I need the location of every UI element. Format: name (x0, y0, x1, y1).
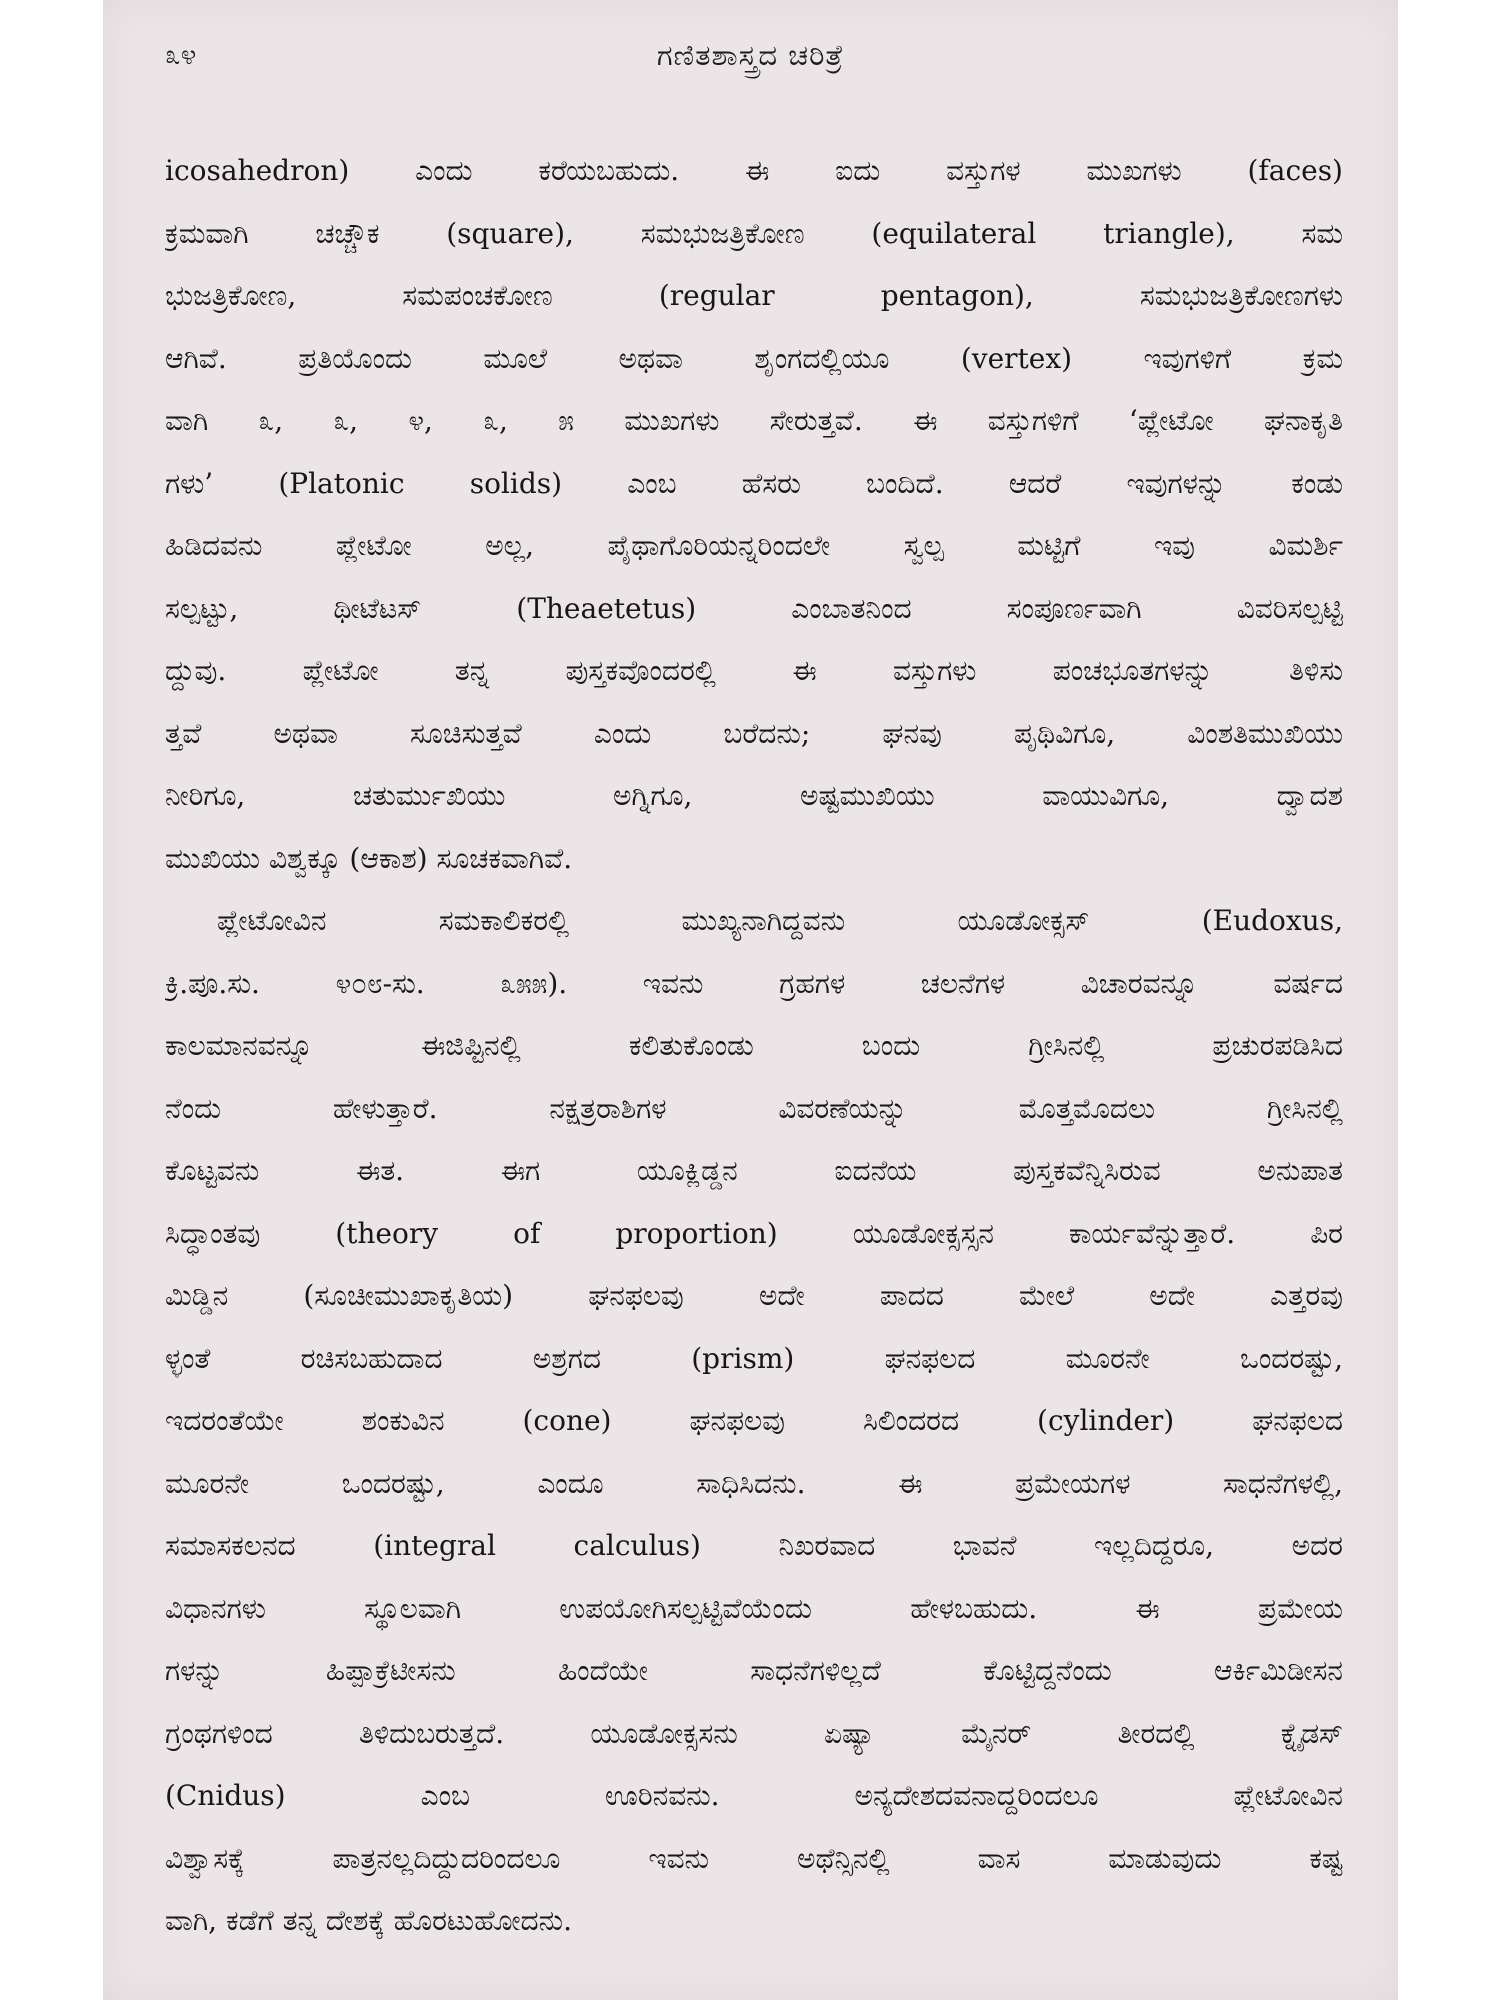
text-line: ಆಗಿವೆ. ಪ್ರತಿಯೊಂದು ಮೂಲೆ ಅಥವಾ ಶೃಂಗದಲ್ಲಿಯೂ (vertex) ಇವುಗಳಿಗೆ ಕ್ರಮ (165, 341, 1343, 375)
text-line: ಹಿಡಿದವನು ಪ್ಲೇಟೋ ಅಲ್ಲ, ಪೈಥಾಗೊರಿಯನ್ನರಿಂದಲೇ ಸ್ವಲ್ಪ ಮಟ್ಟಿಗೆ ಇವು ವಿಮರ್ಶಿ (165, 529, 1343, 562)
text-line: ಗಳನ್ನು ಹಿಪ್ಪಾಕ್ರೆಟೀಸನು ಹಿಂದೆಯೇ ಸಾಧನೆಗಳಿಲ್ಲದೆ ಕೊಟ್ಟಿದ್ದನೆಂದು ಆರ್ಕಿಮಿಡೀಸನ (165, 1654, 1343, 1687)
running-head (103, 38, 1398, 88)
text-line: ಇದರಂತೆಯೇ ಶಂಕುವಿನ (cone) ಘನಫಲವು ಸಿಲಿಂದರದ (cylinder) ಘನಫಲದ (165, 1404, 1343, 1437)
text-line: icosahedron) ಎಂದು ಕರೆಯಬಹುದು. ಈ ಐದು ವಸ್ತುಗಳ ಮುಖಗಳು (faces) (165, 154, 1343, 187)
text-line: (Cnidus) ಎಂಬ ಊರಿನವನು. ಅನ್ಯದೇಶದವನಾದ್ದರಿಂದಲೂ ಪ್ಲೇಟೋವಿನ (165, 1779, 1343, 1812)
text-line: ಸಿದ್ಧಾಂತವು (theory of proportion) ಯೂಡೋಕ್ಸಸ್ಸನ ಕಾರ್ಯವೆನ್ನುತ್ತಾರೆ. ಪಿರ (165, 1216, 1343, 1250)
text-line: ಕ್ರಿ.ಪೂ.ಸು. ೪೦೮-ಸು. ೩೫೫). ಇವನು ಗ್ರಹಗಳ ಚಲನೆಗಳ ವಿಚಾರವನ್ನೂ ವರ್ಷದ (165, 966, 1343, 1000)
text-line: ದ್ದುವು. ಪ್ಲೇಟೋ ತನ್ನ ಪುಸ್ತಕವೊಂದರಲ್ಲಿ ಈ ವಸ್ತುಗಳು ಪಂಚಭೂತಗಳನ್ನು ತಿಳಿಸು (165, 654, 1343, 687)
text-line: ವಿಧಾನಗಳು ಸ್ಥೂಲವಾಗಿ ಉಪಯೋಗಿಸಲ್ಪಟ್ಟಿವೆಯೆಂದು ಹೇಳಬಹುದು. ಈ ಪ್ರಮೇಯ (165, 1591, 1343, 1625)
text-line: ಸಲ್ಪಟ್ಟು, ಥೀಟೆಟಸ್ (Theaetetus) ಎಂಬಾತನಿಂದ ಸಂಪೂರ್ಣವಾಗಿ ವಿವರಿಸಲ್ಪಟ್ಟಿ (165, 591, 1343, 625)
text-line: ಳ್ಳಂತೆ ರಚಿಸಬಹುದಾದ ಅಶ್ರಗದ (prism) ಘನಫಲದ ಮೂರನೇ ಒಂದರಷ್ಟು, (165, 1341, 1343, 1375)
text-line: ಮಿಡ್ಡಿನ (ಸೂಚೀಮುಖಾಕೃತಿಯ) ಘನಫಲವು ಅದೇ ಪಾದದ ಮೇಲೆ ಅದೇ ಎತ್ತರವು (165, 1279, 1343, 1312)
text-line: ಗ್ರಂಥಗಳಿಂದ ತಿಳಿದುಬರುತ್ತದೆ. ಯೂಡೋಕ್ಸಸನು ಏಷ್ಯಾ ಮೈನರ್ ತೀರದಲ್ಲಿ ಕ್ನೈಡಸ್ (165, 1716, 1343, 1750)
book-page (103, 0, 1398, 2000)
text-line: ನೀರಿಗೂ, ಚತುರ್ಮುಖಿಯು ಅಗ್ನಿಗೂ, ಅಷ್ಟಮುಖಿಯು ವಾಯುವಿಗೂ, ದ್ವಾದಶ (165, 779, 1343, 812)
paragraph-start-line: ಪ್ಲೇಟೋವಿನ ಸಮಕಾಲಿಕರಲ್ಲಿ ಮುಖ್ಯನಾಗಿದ್ದವನು ಯೂಡೋಕ್ಸಸ್ (Eudoxus, (217, 904, 1343, 937)
text-line: ತ್ತವೆ ಅಥವಾ ಸೂಚಿಸುತ್ತವೆ ಎಂದು ಬರೆದನು; ಘನವು ಪೃಥಿವಿಗೂ, ವಿಂಶತಿಮುಖಿಯು (165, 716, 1343, 750)
text-line: ನೆಂದು ಹೇಳುತ್ತಾರೆ. ನಕ್ಷತ್ರರಾಶಿಗಳ ವಿವರಣೆಯನ್ನು ಮೊತ್ತಮೊದಲು ಗ್ರೀಸಿನಲ್ಲಿ (165, 1091, 1343, 1125)
paragraph-end-line: ಮುಖಿಯು ವಿಶ್ವಕ್ಕೂ (ಆಕಾಶ) ಸೂಚಕವಾಗಿವೆ. (165, 841, 573, 875)
body-text (165, 140, 1343, 1953)
text-line: ಕಾಲಮಾನವನ್ನೂ ಈಜಿಪ್ಟಿನಲ್ಲಿ ಕಲಿತುಕೊಂಡು ಬಂದು ಗ್ರೀಸಿನಲ್ಲಿ ಪ್ರಚುರಪಡಿಸಿದ (165, 1029, 1343, 1062)
text-line: ಕೊಟ್ಟವನು ಈತ. ಈಗ ಯೂಕ್ಲಿಡ್ಡನ ಐದನೆಯ ಪುಸ್ತಕವೆನ್ನಿಸಿರುವ ಅನುಪಾತ (165, 1154, 1343, 1187)
paragraph-end-line: ವಾಗಿ, ಕಡೆಗೆ ತನ್ನ ದೇಶಕ್ಕೆ ಹೊರಟುಹೋದನು. (165, 1904, 572, 1937)
text-line: ವಾಗಿ ೩, ೩, ೪, ೩, ೫ ಮುಖಗಳು ಸೇರುತ್ತವೆ. ಈ ವಸ್ತುಗಳಿಗೆ ‘ಪ್ಲೇಟೋ ಘನಾಕೃತಿ (165, 404, 1343, 437)
text-line: ವಿಶ್ವಾಸಕ್ಕೆ ಪಾತ್ರನಲ್ಲದಿದ್ದುದರಿಂದಲೂ ಇವನು ಅಥೆನ್ಸಿನಲ್ಲಿ ವಾಸ ಮಾಡುವುದು ಕಷ್ಟ (165, 1841, 1343, 1875)
text-line: ಭುಜತ್ರಿಕೋಣ, ಸಮಪಂಚಕೋಣ (regular pentagon), ಸಮಭುಜತ್ರಿಕೋಣಗಳು (165, 279, 1343, 312)
text-line: ಮೂರನೇ ಒಂದರಷ್ಟು, ಎಂದೂ ಸಾಧಿಸಿದನು. ಈ ಪ್ರಮೇಯಗಳ ಸಾಧನೆಗಳಲ್ಲಿ, (165, 1466, 1343, 1500)
page-number: ೩೪ (165, 38, 197, 71)
text-line: ಗಳು’ (Platonic solids) ಎಂಬ ಹೆಸರು ಬಂದಿದೆ. ಆದರೆ ಇವುಗಳನ್ನು ಕಂಡು (165, 466, 1343, 500)
running-title: ಗಣಿತಶಾಸ್ತ್ರದ ಚರಿತ್ರೆ (656, 38, 845, 72)
text-line: ಕ್ರಮವಾಗಿ ಚಚ್ಚೌಕ (square), ಸಮಭುಜತ್ರಿಕೋಣ (equilateral triangle), ಸಮ (165, 216, 1343, 250)
text-line: ಸಮಾಸಕಲನದ (integral calculus) ನಿಖರವಾದ ಭಾವನೆ ಇಲ್ಲದಿದ್ದರೂ, ಅದರ (165, 1529, 1343, 1562)
